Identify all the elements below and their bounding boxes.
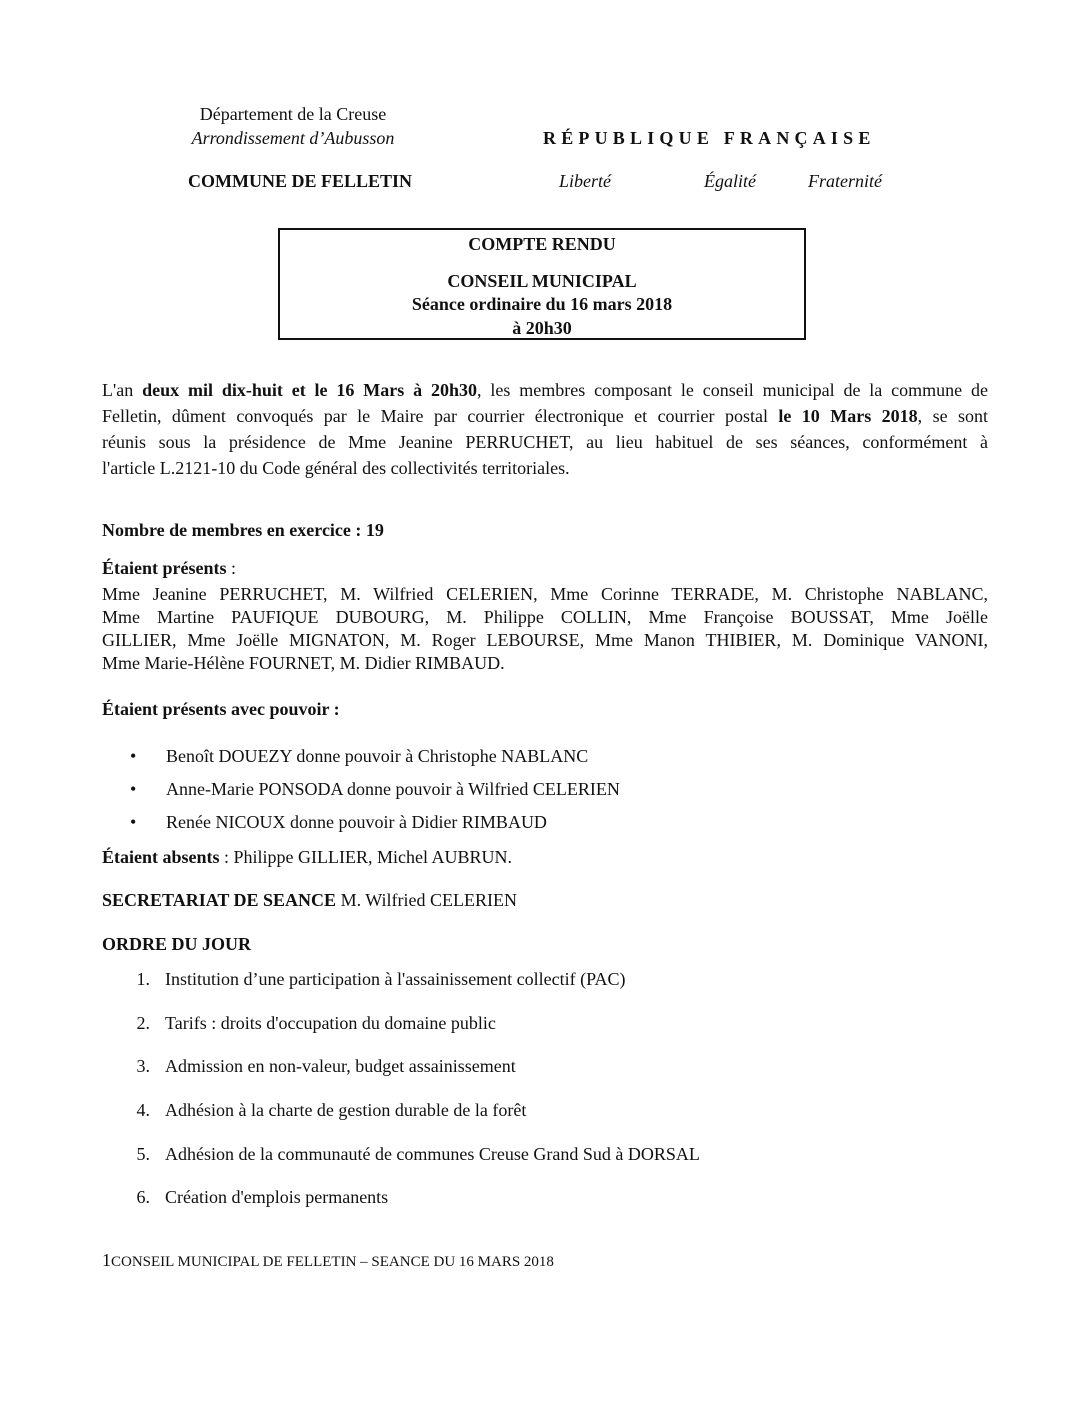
bullet-icon: • <box>130 779 137 799</box>
title-compte-rendu: COMPTE RENDU <box>468 234 616 254</box>
intro-line: L'an deux mil dix-huit et le 16 Mars à 20h30, les membres composant le conseil municipal de la commune de <box>102 380 988 400</box>
footer-text: CONSEIL MUNICIPAL DE FELLETIN – SEANCE DU 16 MARS 2018 <box>111 1254 554 1270</box>
department-name: Département de la Creuse <box>199 104 387 124</box>
commune-name: COMMUNE DE FELLETIN <box>187 171 412 191</box>
bullet-icon: • <box>130 812 137 832</box>
motto-liberte: Liberté <box>559 171 611 191</box>
page-footer <box>102 1250 554 1271</box>
intro-paragraph <box>102 377 988 481</box>
members-count: Nombre de membres en exercice : 19 <box>102 520 384 540</box>
motto-fraternite: Fraternité <box>808 171 882 191</box>
title-box <box>278 228 806 340</box>
intro-line: l'article L.2121-10 du Code général des collectivités territoriales. <box>102 458 570 478</box>
title-seance: Séance ordinaire du 16 mars 2018 <box>411 294 673 314</box>
present-line: Mme Marie-Hélène FOURNET, M. Didier RIMBAUD. <box>102 653 505 673</box>
bullet-icon: • <box>130 746 137 766</box>
intro-line: réunis sous la présidence de Mme Jeanine PERRUCHET, au lieu habituel de ses séances, conformément à <box>102 432 988 452</box>
page-number: 1 <box>102 1250 111 1270</box>
agenda-heading: ORDRE DU JOUR <box>102 934 252 954</box>
title-time: à 20h30 <box>512 318 572 338</box>
secretariat-line: SECRETARIAT DE SEANCE M. Wilfried CELERIEN <box>102 890 517 910</box>
proxy-heading: Étaient présents avec pouvoir : <box>102 699 340 719</box>
motto-egalite: Égalité <box>704 171 756 191</box>
title-conseil-municipal: CONSEIL MUNICIPAL <box>447 271 637 291</box>
present-heading: Étaient présents : <box>102 558 237 578</box>
intro-line: Felletin, dûment convoqués par le Maire par courrier électronique et courrier postal le 10 Mars 2018, se sont <box>102 406 988 426</box>
present-line: Mme Martine PAUFIQUE DUBOURG, M. Philippe COLLIN, Mme Françoise BOUSSAT, Mme Joëlle <box>102 607 988 627</box>
arrondissement-name: Arrondissement d’Aubusson <box>191 128 395 148</box>
republique-heading: RÉPUBLIQUE FRANÇAISE <box>543 128 876 148</box>
present-line: Mme Jeanine PERRUCHET, M. Wilfried CELERIEN, Mme Corinne TERRADE, M. Christophe NABLANC, <box>102 584 988 604</box>
present-list <box>102 583 988 675</box>
present-line: GILLIER, Mme Joëlle MIGNATON, M. Roger LEBOURSE, Mme Manon THIBIER, M. Dominique VANONI, <box>102 630 988 650</box>
absent-line: Étaient absents : Philippe GILLIER, Michel AUBRUN. <box>102 847 512 867</box>
